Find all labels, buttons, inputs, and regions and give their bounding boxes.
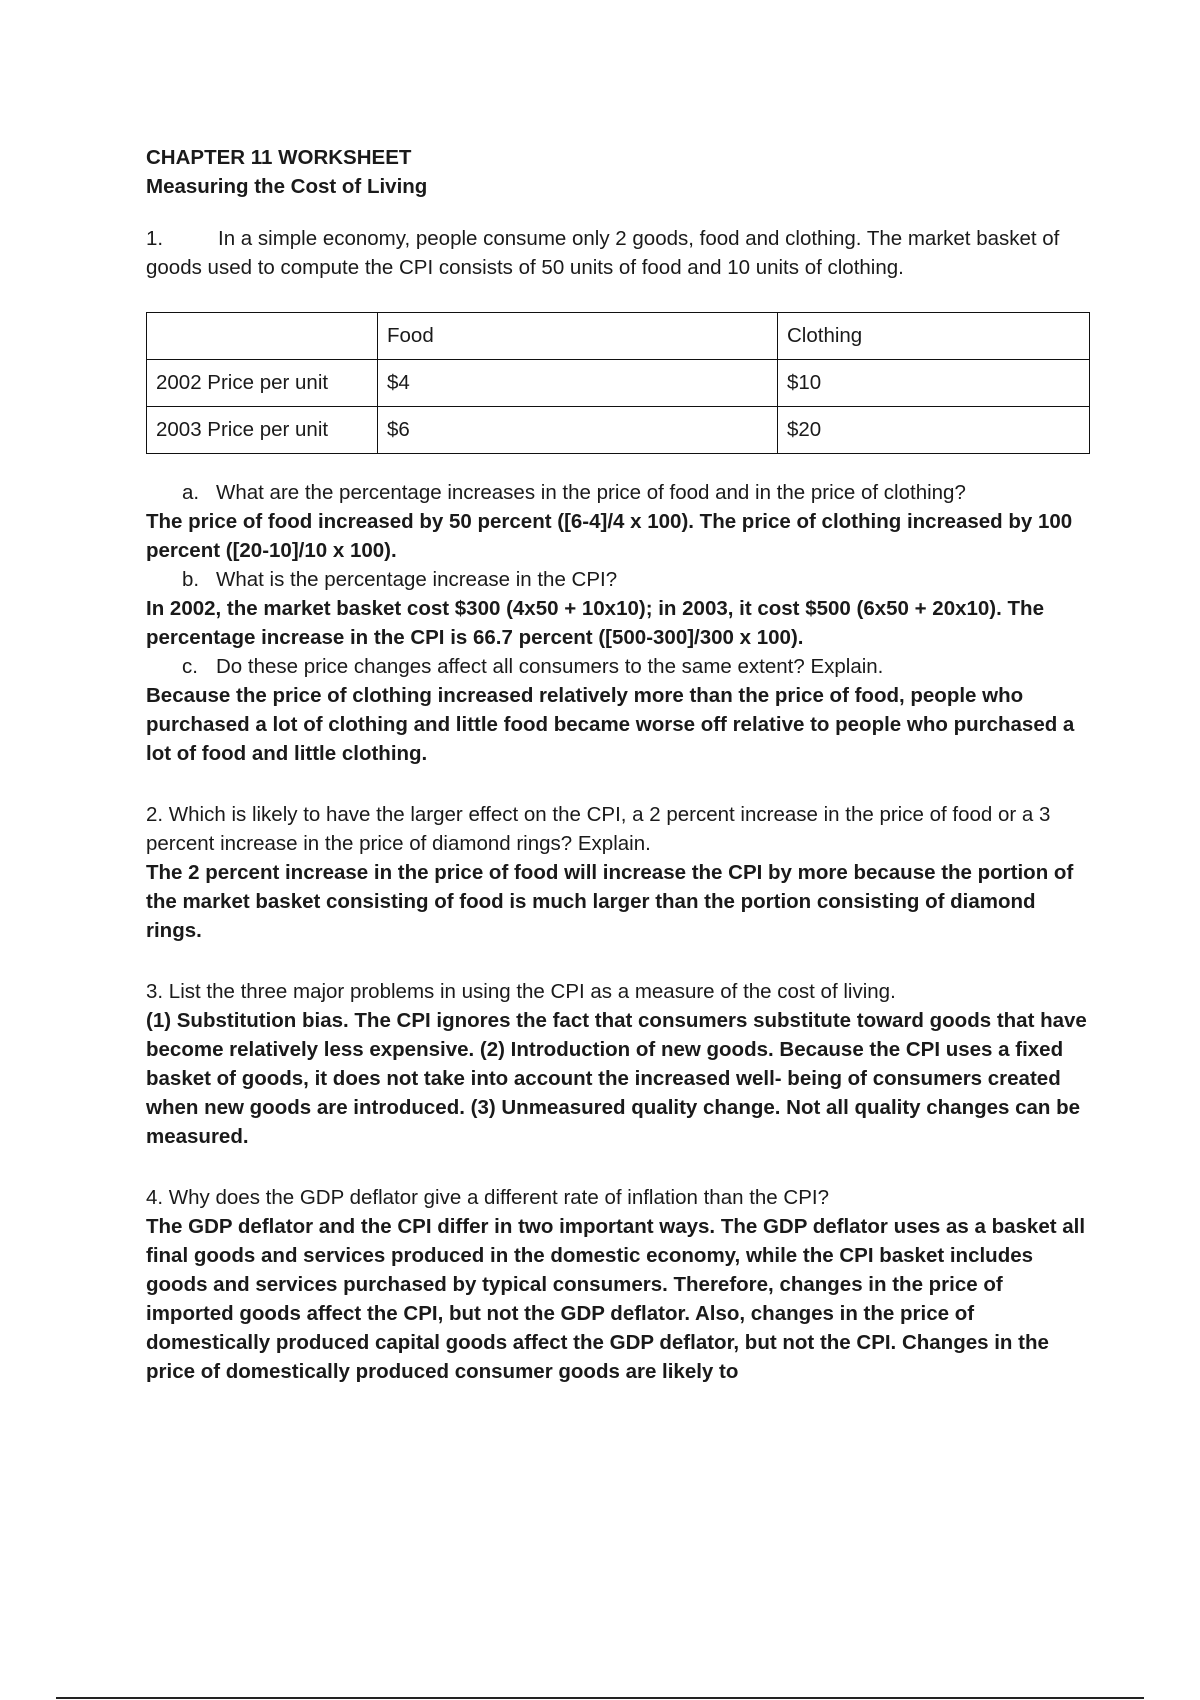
table-header-cell: Clothing: [778, 313, 1090, 360]
part-letter: b.: [182, 568, 200, 591]
footer-divider: [56, 1697, 1144, 1699]
worksheet-subtitle: Measuring the Cost of Living: [146, 175, 428, 198]
question-1-number: 1.: [146, 227, 164, 250]
worksheet-page: [146, 143, 1096, 1386]
question-1c: [146, 652, 1096, 681]
question-1-text: In a simple economy, people consume only 2 goods, food and clothing. The market basket of goods used to compute the CPI consists of 50 units of food and 10 units of clothing.: [146, 227, 1060, 279]
worksheet-title: CHAPTER 11 WORKSHEET: [146, 146, 412, 169]
table-cell: $4: [378, 360, 778, 407]
answer-1a: The price of food increased by 50 percent ([6-4]/4 x 100). The price of clothing increased by 100 percent ([20-10]/10 x 100).: [146, 510, 1073, 562]
answer-1b: In 2002, the market basket cost $300 (4x50 + 10x10); in 2003, it cost $500 (6x50 + 20x10). The percentage increase in the CPI is 66.7 percent ([500-300]/300 x 100).: [146, 597, 1044, 649]
table-header-cell: Food: [378, 313, 778, 360]
part-question: What is the percentage increase in the CPI?: [216, 568, 618, 591]
table-cell: $10: [778, 360, 1090, 407]
table-row: [147, 360, 1090, 407]
question-4-block: [146, 1183, 1096, 1386]
part-question: Do these price changes affect all consumers to the same extent? Explain.: [216, 655, 884, 678]
answer-3: (1) Substitution bias. The CPI ignores the fact that consumers substitute toward goods that have become relatively less expensive. (2) Introduction of new goods. Because the CPI uses a fixed basket of goods, it does not take into account the increased well- being of consumers created when new goods are introduced. (3) Unmeasured quality change. Not all quality changes can be measured.: [146, 1009, 1087, 1148]
table-cell: 2003 Price per unit: [147, 407, 378, 454]
question-4: 4. Why does the GDP deflator give a different rate of inflation than the CPI?: [146, 1186, 829, 1209]
question-3-block: [146, 977, 1096, 1151]
part-letter: c.: [182, 655, 198, 678]
question-2: 2. Which is likely to have the larger effect on the CPI, a 2 percent increase in the price of food or a 3 percent increase in the price of diamond rings? Explain.: [146, 803, 1051, 855]
question-1b: [146, 565, 1096, 594]
table-cell: 2002 Price per unit: [147, 360, 378, 407]
answer-2: The 2 percent increase in the price of food will increase the CPI by more because the portion of the market basket consisting of food is much larger than the portion consisting of diamond rings.: [146, 861, 1074, 942]
table-cell: $6: [378, 407, 778, 454]
question-3: 3. List the three major problems in using the CPI as a measure of the cost of living.: [146, 980, 896, 1003]
table-cell: $20: [778, 407, 1090, 454]
part-letter: a.: [182, 481, 200, 504]
question-1: [146, 224, 1096, 282]
question-1a: [146, 478, 1096, 507]
part-question: What are the percentage increases in the price of food and in the price of clothing?: [216, 481, 966, 504]
answer-4: The GDP deflator and the CPI differ in two important ways. The GDP deflator uses as a basket all final goods and services produced in the domestic economy, while the CPI basket includes goods and services purchased by typical consumers. Therefore, changes in the price of imported goods affect the CPI, but not the GDP deflator. Also, changes in the price of domestically produced capital goods affect the GDP deflator, but not the CPI. Changes in the price of domestically produced consumer goods are likely to: [146, 1215, 1086, 1383]
price-table-header-row: [147, 313, 1090, 360]
table-header-cell: [147, 313, 378, 360]
table-row: [147, 407, 1090, 454]
price-table: [146, 312, 1090, 454]
question-2-block: [146, 800, 1096, 945]
answer-1c: Because the price of clothing increased relatively more than the price of food, people who purchased a lot of clothing and little food became worse off relative to people who purchased a lot of food and little clothing.: [146, 684, 1075, 765]
